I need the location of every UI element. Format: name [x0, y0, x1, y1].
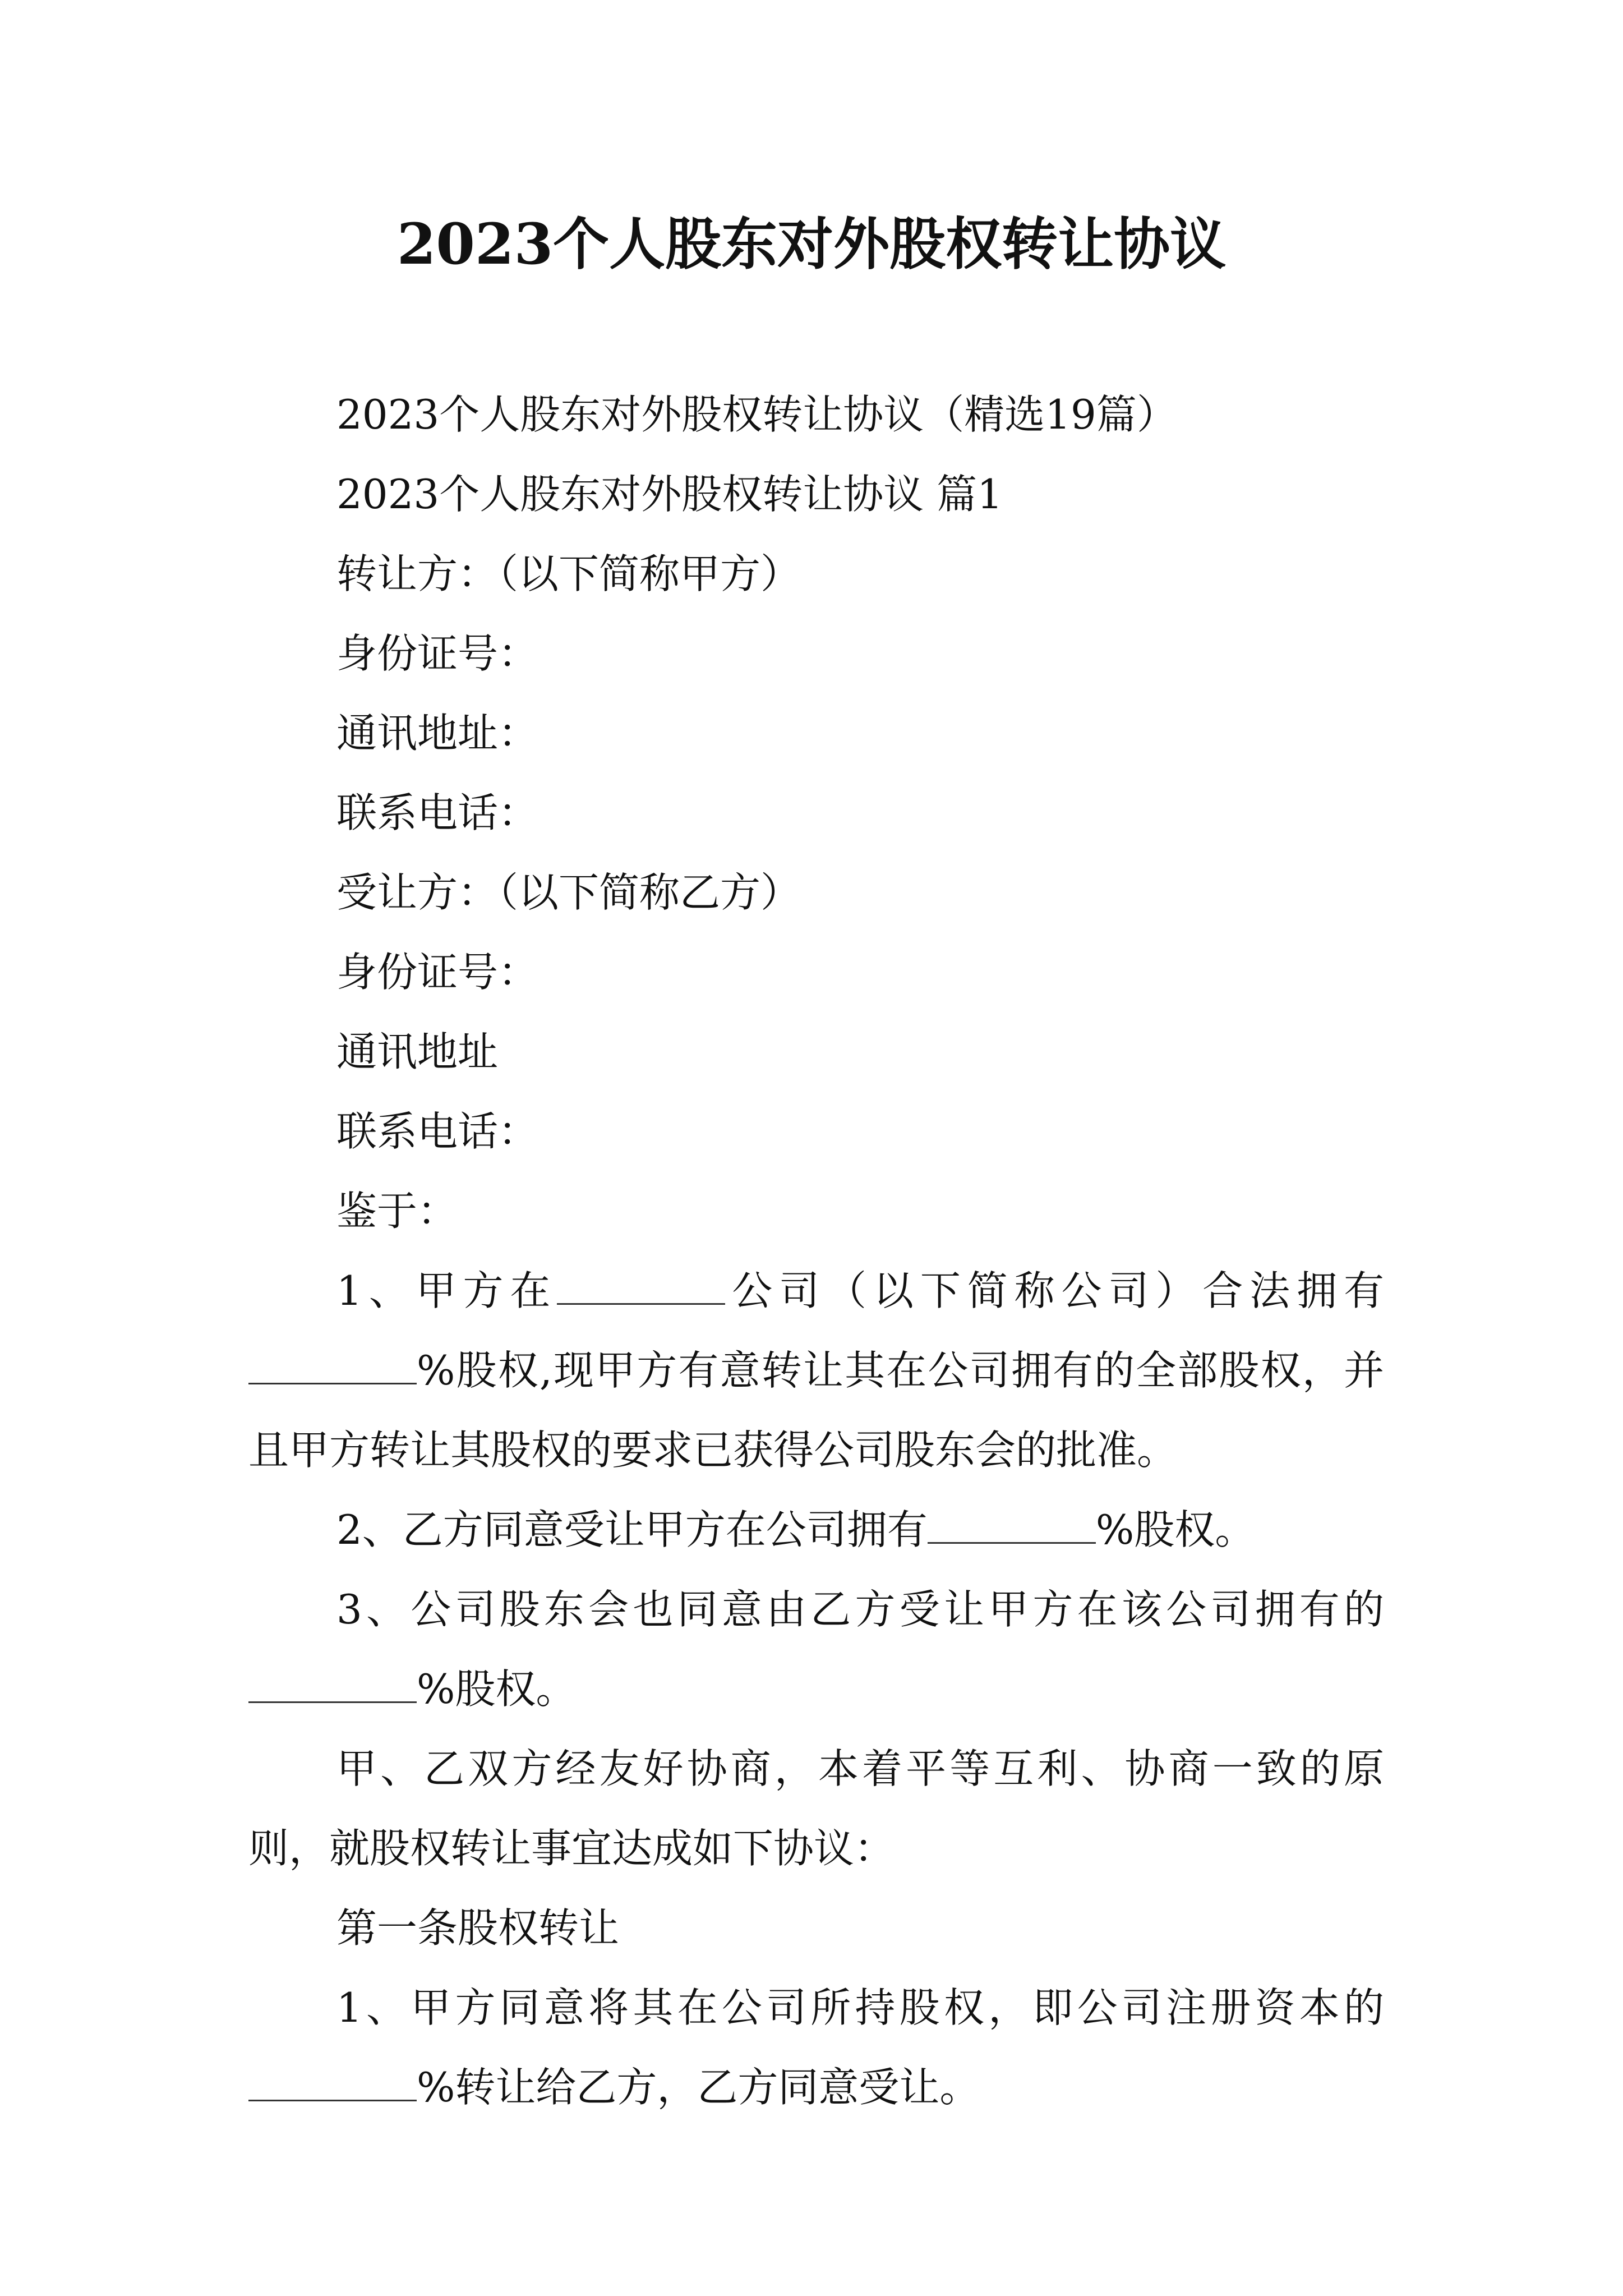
transferor-id-label: 身份证号： — [336, 630, 539, 677]
capital-percent-blank — [248, 2066, 417, 2101]
equity-percent-blank — [928, 1508, 1096, 1544]
whereas-item-2 — [248, 1490, 1384, 1570]
equity-percent-blank — [248, 1349, 417, 1384]
section-heading: 2023个人股东对外股权转让协议 篇1 — [336, 471, 1003, 518]
article-1-heading: 第一条股权转让 — [336, 1904, 620, 1952]
whereas-item-3-end: %股权。 — [417, 1665, 577, 1713]
article-1-item-1-start: 1、甲方同意将其在公司所持股权，即公司注册资本的 — [336, 1984, 1384, 2031]
whereas-item-3-start: 3、公司股东会也同意由乙方受让甲方在该公司拥有的 — [336, 1586, 1384, 1633]
whereas-item-1 — [248, 1251, 1384, 1490]
equity-percent-blank — [248, 1668, 417, 1703]
article-1-item-1 — [248, 1968, 1384, 2127]
company-name-blank — [557, 1269, 725, 1305]
transferee-id-label: 身份证号： — [336, 949, 539, 996]
whereas-item-2-start: 2、乙方同意受让甲方在公司拥有 — [336, 1506, 928, 1553]
article-1-item-1-end: %转让给乙方，乙方同意受让。 — [417, 2064, 980, 2111]
transferee-label: 受让方：（以下简称乙方） — [336, 869, 801, 916]
whereas-item-3 — [248, 1570, 1384, 1729]
whereas-item-1-end: %股权,现甲方有意转让其在公司拥有的全部股权，并且甲方转让其股权的要求已获得公司股东会的批准。 — [248, 1347, 1384, 1474]
transferee-phone-label: 联系电话： — [336, 1108, 539, 1155]
whereas-label: 鉴于： — [336, 1188, 458, 1235]
whereas-item-1-start: 1、甲方在 — [336, 1267, 557, 1314]
transferor-phone-label: 联系电话： — [336, 789, 539, 836]
transferor-label: 转让方：（以下简称甲方） — [336, 550, 801, 597]
document-body — [248, 375, 1384, 2127]
whereas-item-1-middle: 公司（以下简称公司）合法拥有 — [725, 1267, 1384, 1314]
whereas-item-2-end: %股权。 — [1095, 1506, 1256, 1553]
transferor-address-label: 通讯地址： — [336, 710, 539, 757]
agreement-intro: 甲、乙双方经友好协商，本着平等互利、协商一致的原则，就股权转让事宜达成如下协议： — [248, 1745, 1384, 1872]
document-title: 2023个人股东对外股权转让协议 — [396, 211, 1227, 277]
transferee-address-label: 通讯地址 — [336, 1028, 499, 1075]
subtitle: 2023个人股东对外股权转让协议（精选19篇） — [336, 391, 1177, 438]
